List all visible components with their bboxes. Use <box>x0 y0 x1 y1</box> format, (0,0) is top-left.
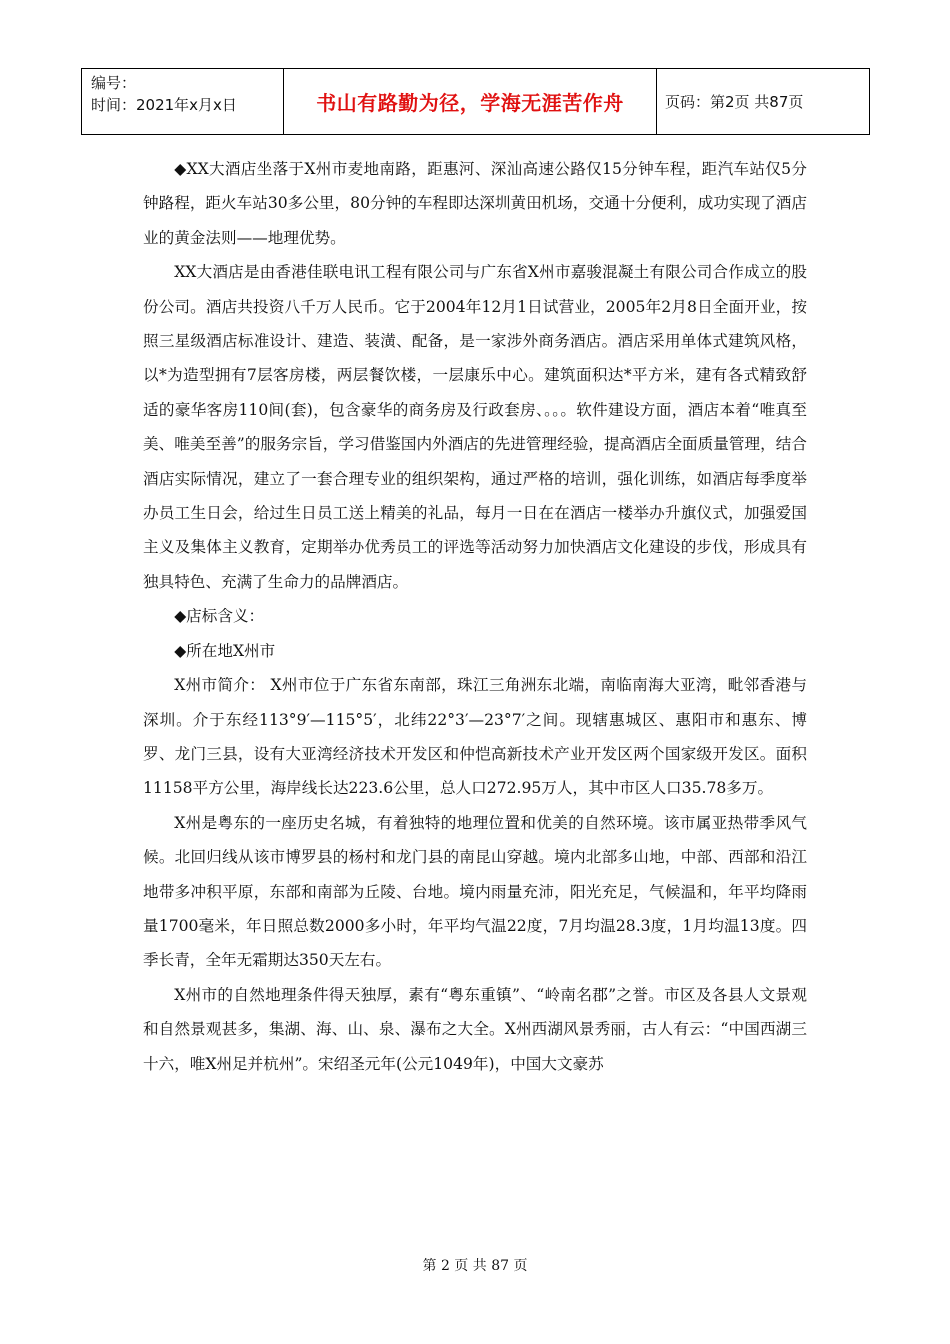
document-body <box>143 152 807 1081</box>
paragraph: X州是粤东的一座历史名城，有着独特的地理位置和优美的自然环境。该市属亚热带季风气候。北回归线从该市博罗县的杨村和龙门县的南昆山穿越。境内北部多山地，中部、西部和沿江地带多冲积平原，东部和南部为丘陵、台地。境内雨量充沛，阳光充足，气候温和，年平均降雨量1700毫米，年日照总数2000多小时，年平均气温22度，7月均温28.3度，1月均温13度。四季长青，全年无霜期达350天左右。 <box>143 813 807 970</box>
page-header <box>81 68 870 135</box>
header-motto: 书山有路勤为径，学海无涯苦作舟 <box>284 69 657 134</box>
page-footer: 第 2 页 共 87 页 <box>422 1258 528 1274</box>
paragraph: X州市简介： X州市位于广东省东南部，珠江三角洲东北端，南临南海大亚湾，毗邻香港与深圳。介于东经113°9′—115°5′，北纬22°3′—23°7′之间。现辖惠城区、惠阳市和惠东、博罗、龙门三县，设有大亚湾经济技术开发区和仲恺高新技术产业开发区两个国家级开发区。面积11158平方公里，海岸线长达223.6公里，总人口272.95万人，其中市区人口35.78多万。 <box>143 676 807 798</box>
paragraph: ◆XX大酒店坐落于X州市麦地南路，距惠河、深汕高速公路仅15分钟车程，距汽车站仅5分钟路程，距火车站30多公里，80分钟的车程即达深圳黄田机场，交通十分便利，成功实现了酒店业的黄金法则——地理优势。 <box>143 160 807 247</box>
paragraph: X州市的自然地理条件得天独厚，素有“粤东重镇”、“岭南名郡”之誉。市区及各县人文景观和自然景观甚多，集湖、海、山、泉、瀑布之大全。X州西湖风景秀丽，古人有云：“中国西湖三十六，唯X州足并杭州”。宋绍圣元年(公元1049年)，中国大文豪苏 <box>143 985 807 1073</box>
paragraph: XX大酒店是由香港佳联电讯工程有限公司与广东省X州市嘉骏混凝土有限公司合作成立的股份公司。酒店共投资八千万人民币。它于2004年12月1日试营业，2005年2月8日全面开业，按照三星级酒店标准设计、建造、装潢、配备，是一家涉外商务酒店。酒店采用单体式建筑风格，以*为造型拥有7层客房楼，两层餐饮楼，一层康乐中心。建筑面积达*平方米，建有各式精致舒适的豪华客房110间(套)，包含豪华的商务房及行政套房、。。。软件建设方面，酒店本着“唯真至美、唯美至善”的服务宗旨，学习借鉴国内外酒店的先进管理经验，提高酒店全面质量管理，结合酒店实际情况，建立了一套合理专业的组织架构，通过严格的培训，强化训练，如酒店每季度举办员工生日会，给过生日员工送上精美的礼品，每月一日在在酒店一楼举办升旗仪式，加强爱国主义及集体主义教育，定期举办优秀员工的评选等活动努力加快酒店文化建设的步伐，形成具有独具特色、充满了生命力的品牌酒店。 <box>143 263 807 591</box>
header-page-number: 页码：第2页 共87页 <box>665 93 804 111</box>
paragraph: ◆所在地X州市 <box>174 641 276 660</box>
header-meta <box>82 69 284 134</box>
date-label: 时间：2021年x月x日 <box>91 96 237 114</box>
paragraph: ◆店标含义： <box>174 607 265 626</box>
number-label: 编号： <box>91 74 137 92</box>
